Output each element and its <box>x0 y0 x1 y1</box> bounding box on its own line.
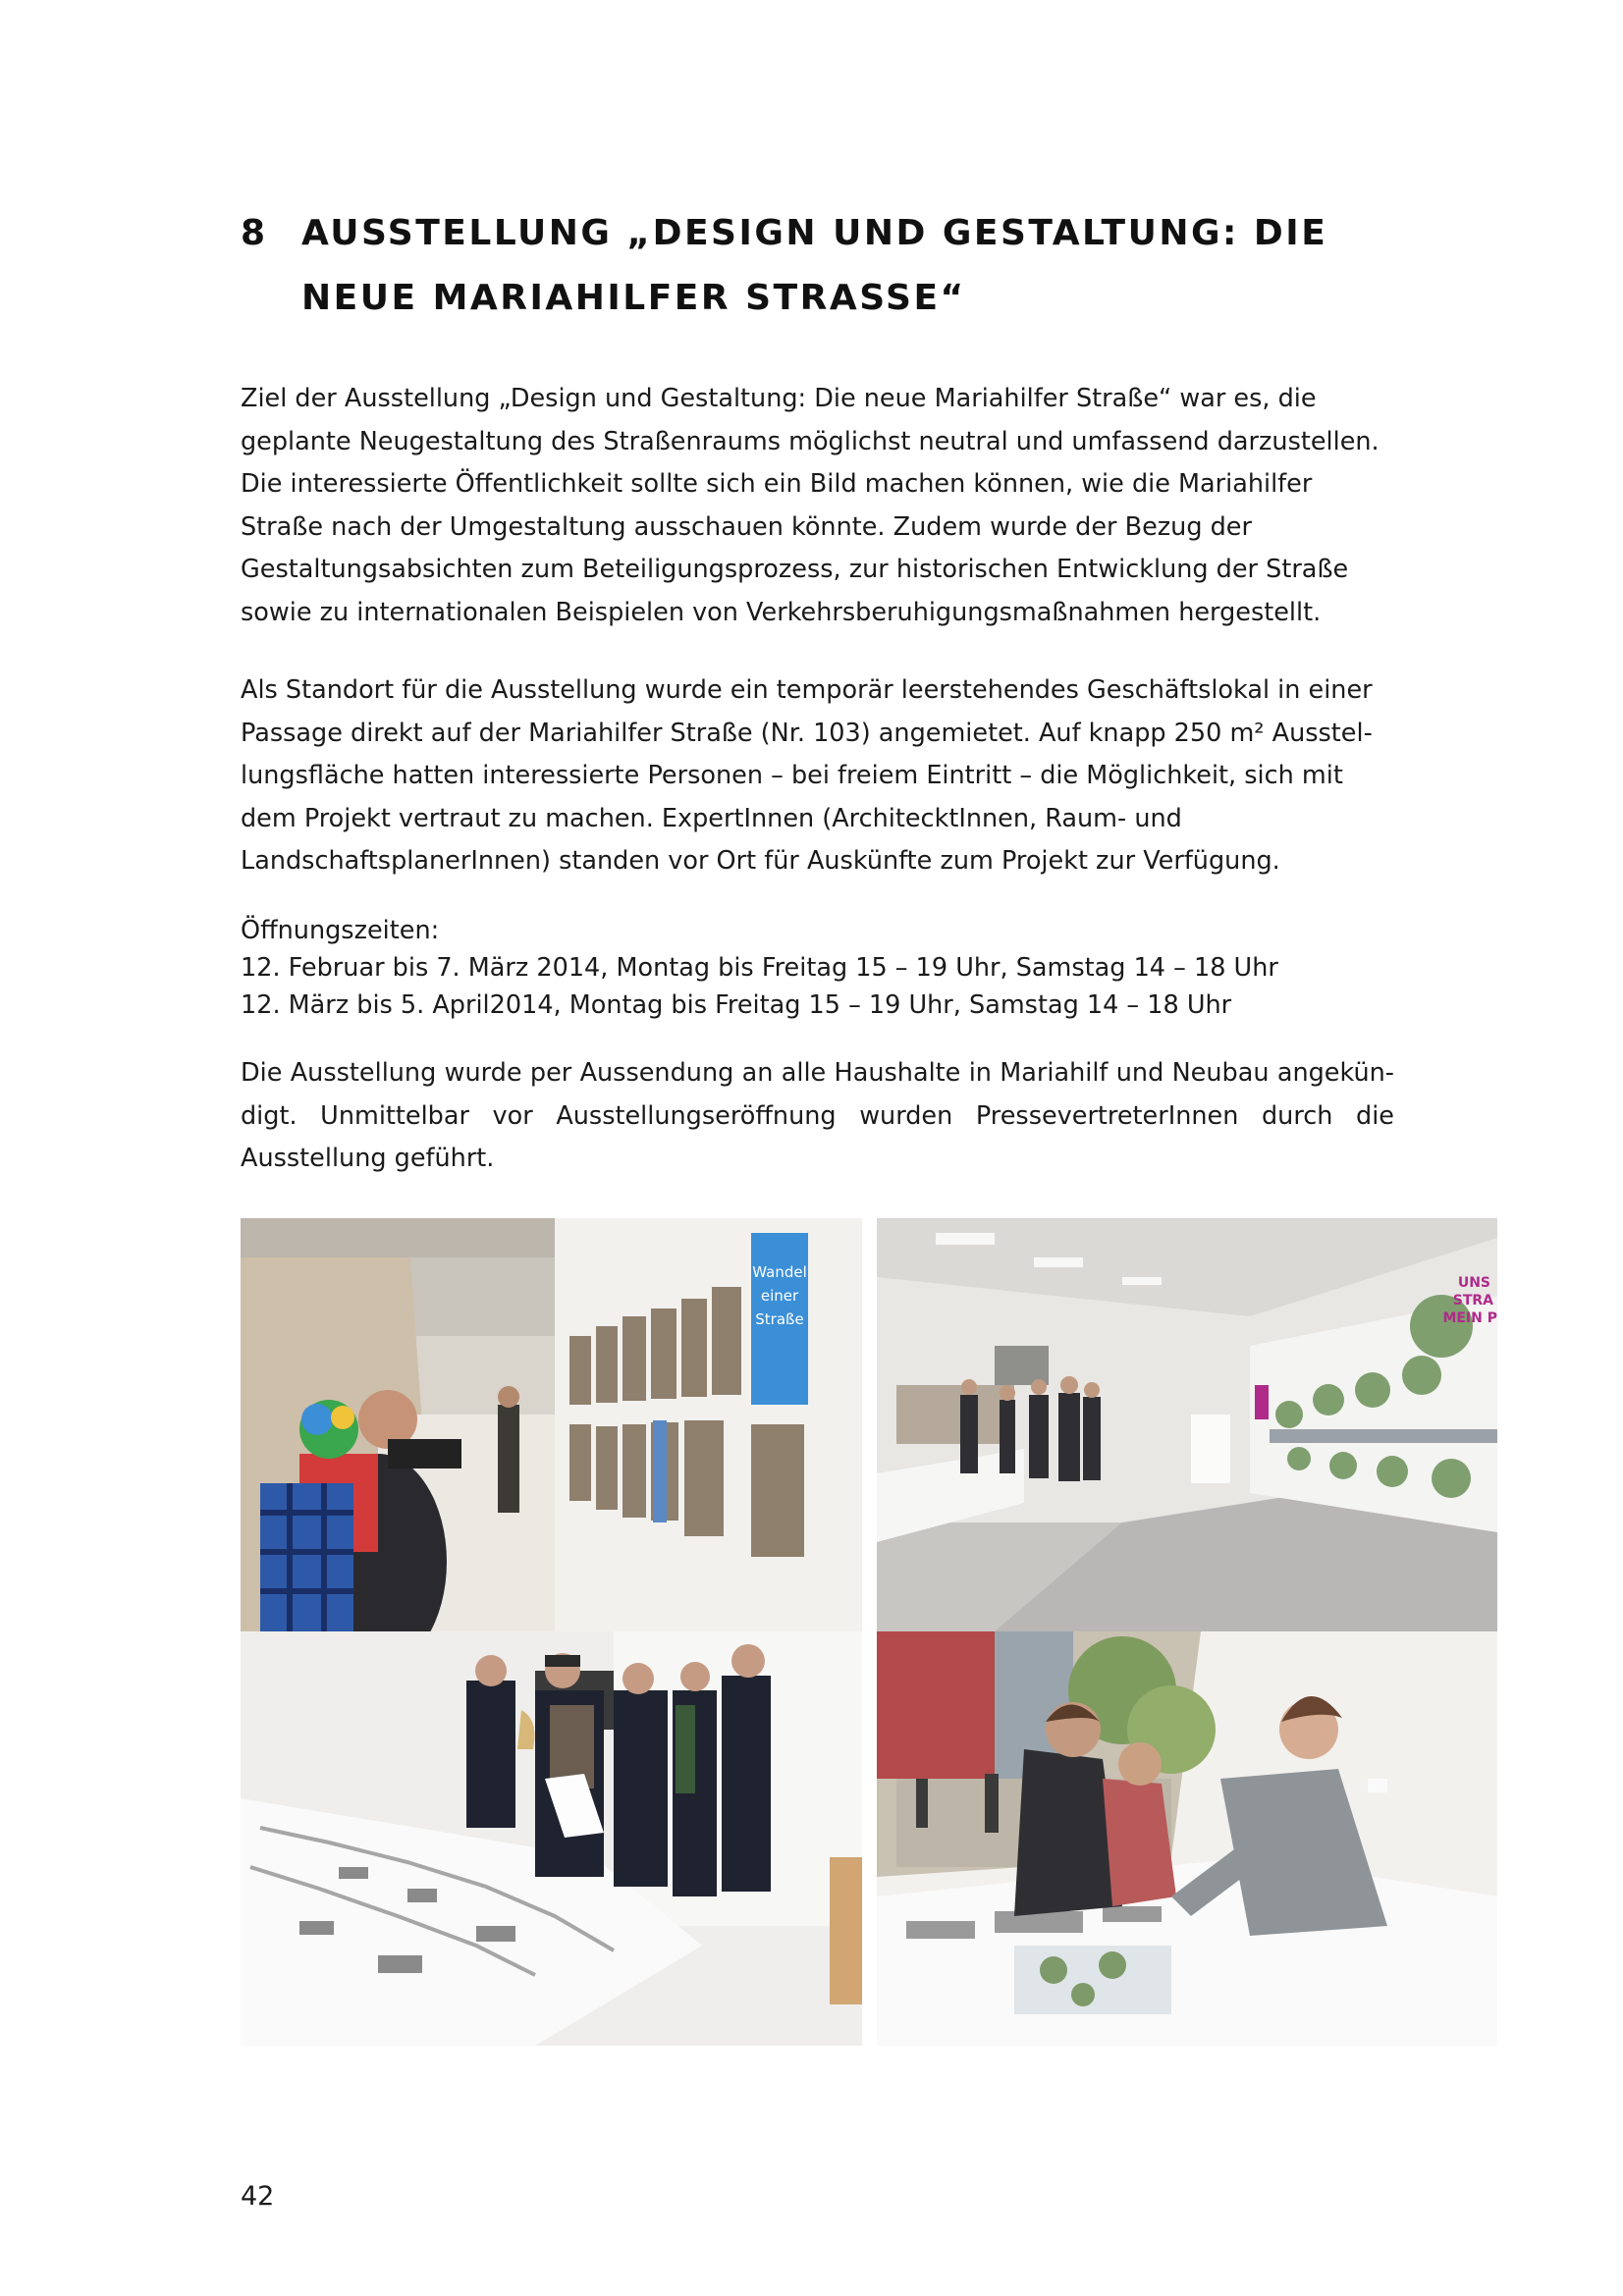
location-paragraph: Als Standort für die Ausstellung wurde ein temporär leerstehendes Geschäftslokal in einer Passage direkt auf der Mariahilfer Straße (Nr. 103) angemietet. Auf knapp 250 m² Ausstellungsfläche hatten interessierte Personen – bei freiem Eintritt – die Möglichkeit, sich mit dem Projekt vertraut zu machen. ExpertInnen (ArchitecktInnen, Raum- und LandschaftsplanerInnen) standen vor Ort für Auskünfte zum Projekt zur Verfügung. <box>241 675 1373 876</box>
sign-text-line2: STRA <box>1452 1293 1493 1308</box>
opening-hours-line: 12. März bis 5. April2014, Montag bis Freitag 15 – 19 Uhr, Samstag 14 – 18 Uhr <box>241 990 1232 1020</box>
photo-grid <box>241 1218 1497 2046</box>
sign-text-line1: Wandel <box>752 1263 807 1281</box>
announcement-paragraph: Die Ausstellung wurde per Aussendung an alle Haushalte in Mariahilf und Neubau angekündigt. Unmittelbar vor Ausstellungseröffnung wurden PressevertreterInnen durch die Ausstellung geführt. <box>241 1058 1394 1173</box>
exhibition-photo-gallery-room <box>877 1218 1497 1631</box>
section-title: AUSSTELLUNG „DESIGN UND GESTALTUNG: DIE NEUE MARIAHILFER STRASSE“ <box>301 213 1328 318</box>
sign-text-line3: MEIN P <box>1442 1310 1497 1326</box>
sign-text-line1: UNS <box>1457 1275 1490 1291</box>
sign-text-line3: Straße <box>755 1310 804 1328</box>
opening-hours-line: 12. Februar bis 7. März 2014, Montag bis Freitag 15 – 19 Uhr, Samstag 14 – 18 Uhr <box>241 953 1278 983</box>
page-number: 42 <box>241 2181 275 2212</box>
exhibition-photo-plan-discussion <box>877 1631 1497 2046</box>
intro-paragraph: Ziel der Ausstellung „Design und Gestaltung: Die neue Mariahilfer Straße“ war es, die geplante Neugestaltung des Straßenraums möglichst neutral und umfassend darzustellen. Die interessierte Öffentlichkeit sollte sich ein Bild machen können, wie die Mariahilfer Straße nach der Umgestaltung ausschauen könnte. Zudem wurde der Bezug der Gestaltungsabsichten zum Beteiligungsprozess, zur historischen Entwicklung der Straße sowie zu internationalen Beispielen von Verkehrsberuhigungsmaßnahmen hergestellt. <box>241 384 1380 627</box>
section-number: 8 <box>241 213 268 253</box>
opening-hours <box>241 912 1394 1024</box>
exhibition-photo-plan-table <box>241 1631 862 2046</box>
exhibition-photo-history-wall <box>241 1218 862 1631</box>
sign-text-line2: einer <box>760 1287 799 1305</box>
opening-hours-label: Öffnungszeiten: <box>241 916 440 945</box>
